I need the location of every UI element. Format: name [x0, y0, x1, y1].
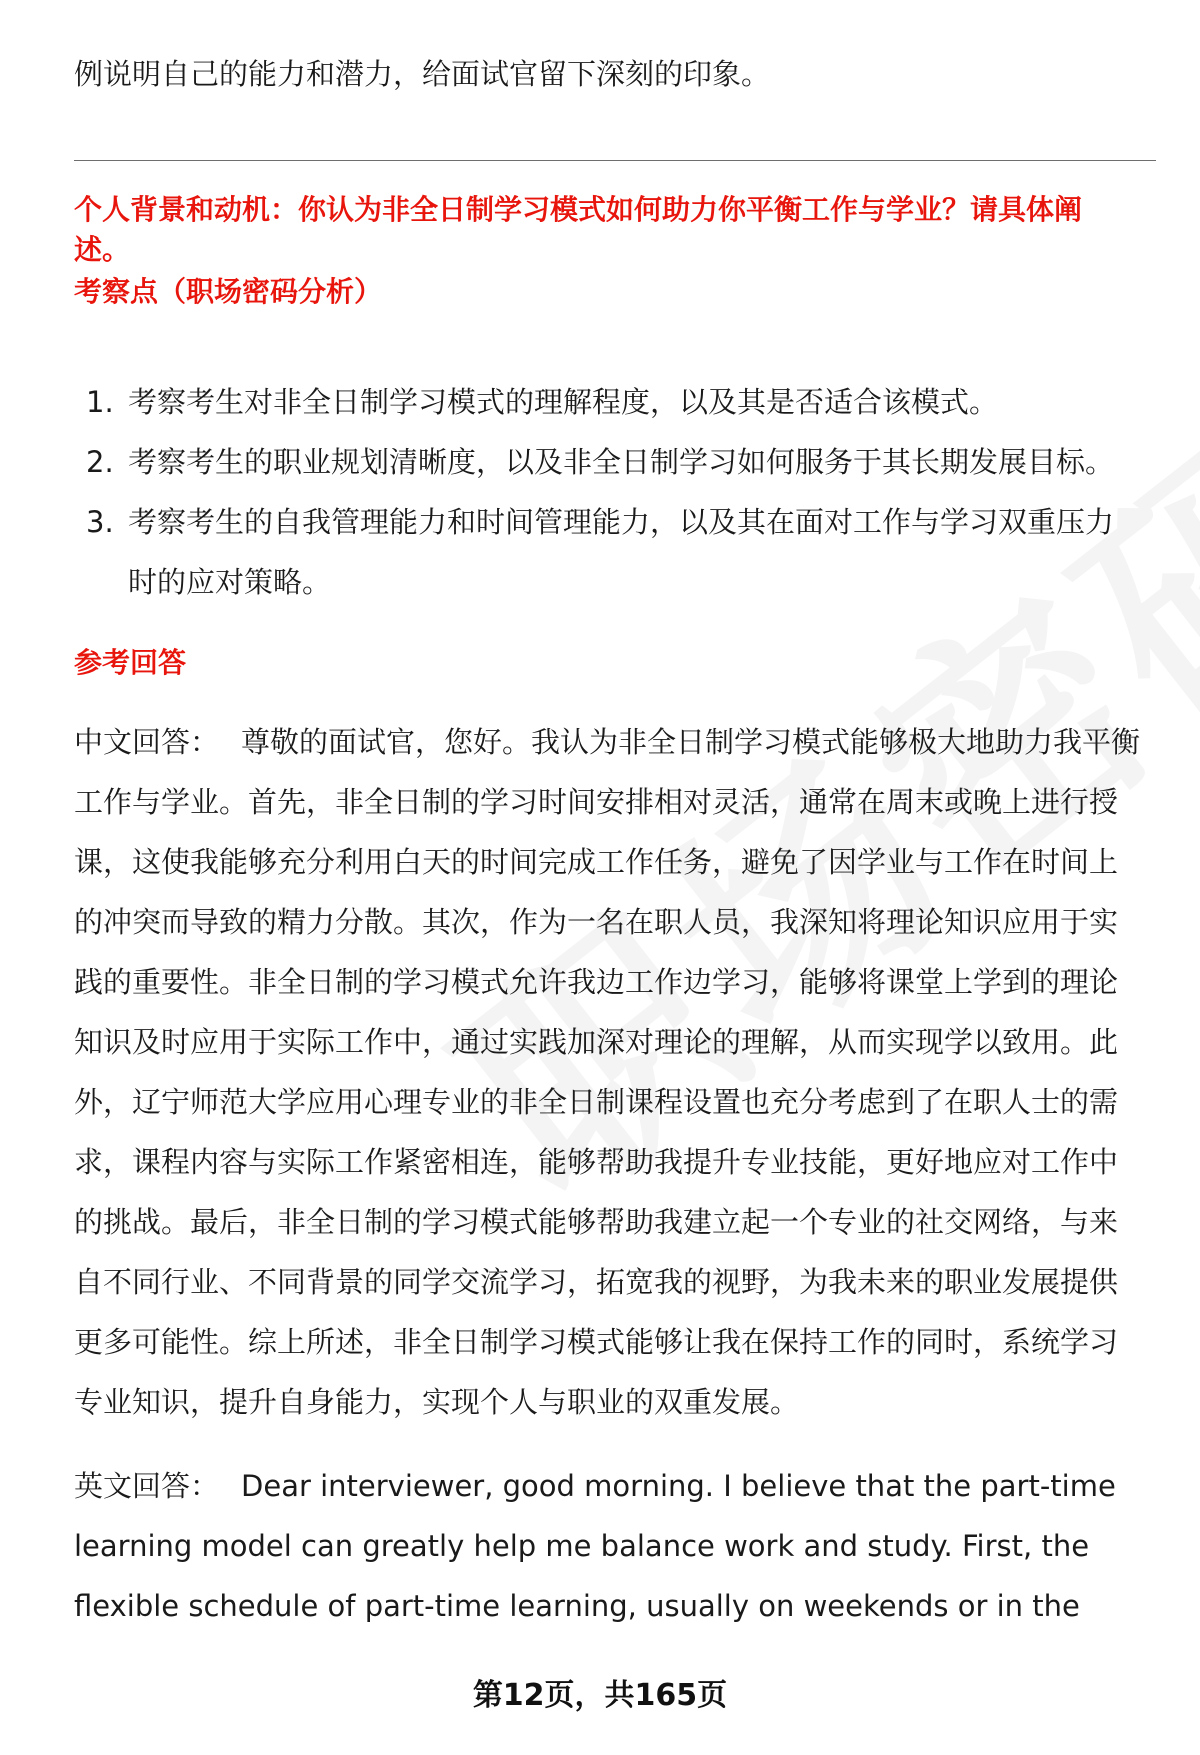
chinese-answer-line: 课，这使我能够充分利用白天的时间完成工作任务，避免了因学业与工作在时间上	[74, 845, 1119, 879]
list-item	[74, 432, 1164, 492]
list-item-text: 考察考生对非全日制学习模式的理解程度，以及其是否适合该模式。	[128, 385, 999, 419]
exam-points-list	[74, 372, 1164, 612]
chinese-answer-line: 工作与学业。首先，非全日制的学习时间安排相对灵活，通常在周末或晚上进行授	[74, 785, 1119, 819]
reference-answer-heading: 参考回答	[74, 646, 187, 679]
english-answer	[74, 1456, 1164, 1636]
question-title	[74, 190, 1164, 270]
english-answer-label: 英文回答：	[74, 1469, 220, 1503]
chinese-answer	[74, 712, 1164, 1432]
list-item	[74, 492, 1164, 612]
chinese-answer-line: 的挑战。最后，非全日制的学习模式能够帮助我建立起一个专业的社交网络，与来	[74, 1205, 1119, 1239]
list-item-number: 2.	[86, 445, 114, 479]
chinese-answer-line: 的冲突而导致的精力分散。其次，作为一名在职人员，我深知将理论知识应用于实	[74, 905, 1119, 939]
english-answer-line: 英文回答： Dear interviewer, good morning. I believe that the part-time	[74, 1469, 1116, 1503]
list-item-text-line1: 考察考生的自我管理能力和时间管理能力，以及其在面对工作与学习双重压力	[128, 505, 1115, 539]
exam-points-heading: 考察点（职场密码分析）	[74, 275, 383, 308]
list-item	[74, 372, 1164, 432]
chinese-answer-line: 外，辽宁师范大学应用心理专业的非全日制课程设置也充分考虑到了在职人士的需	[74, 1085, 1119, 1119]
english-answer-line: learning model can greatly help me balance work and study. First, the	[74, 1529, 1090, 1563]
chinese-answer-line: 中文回答： 尊敬的面试官，您好。我认为非全日制学习模式能够极大地助力我平衡	[74, 725, 1141, 759]
question-title-line1: 个人背景和动机：你认为非全日制学习模式如何助力你平衡工作与学业？请具体阐	[74, 193, 1083, 226]
chinese-answer-line: 求，课程内容与实际工作紧密相连，能够帮助我提升专业技能，更好地应对工作中	[74, 1145, 1119, 1179]
list-item-number: 1.	[86, 385, 114, 419]
chinese-answer-line: 知识及时应用于实际工作中，通过实践加深对理论的理解，从而实现学以致用。此	[74, 1025, 1119, 1059]
intro-tail-text: 例说明自己的能力和潜力，给面试官留下深刻的印象。	[74, 57, 771, 91]
chinese-answer-line: 自不同行业、不同背景的同学交流学习，拓宽我的视野，为我未来的职业发展提供	[74, 1265, 1119, 1299]
page-number: 第12页，共165页	[472, 1678, 728, 1713]
list-item-number: 3.	[86, 505, 114, 539]
chinese-answer-line: 专业知识，提升自身能力，实现个人与职业的双重发展。	[74, 1385, 800, 1419]
english-answer-line: flexible schedule of part-time learning, usually on weekends or in the	[74, 1589, 1080, 1623]
chinese-answer-line: 更多可能性。综上所述，非全日制学习模式能够让我在保持工作的同时，系统学习	[74, 1325, 1119, 1359]
chinese-answer-line: 践的重要性。非全日制的学习模式允许我边工作边学习，能够将课堂上学到的理论	[74, 965, 1119, 999]
question-title-line2: 述。	[74, 233, 131, 266]
list-item-text-line2: 时的应对策略。	[128, 565, 332, 599]
chinese-answer-label: 中文回答：	[74, 725, 220, 759]
list-item-text: 考察考生的职业规划清晰度，以及非全日制学习如何服务于其长期发展目标。	[128, 445, 1115, 479]
divider	[74, 160, 1156, 161]
